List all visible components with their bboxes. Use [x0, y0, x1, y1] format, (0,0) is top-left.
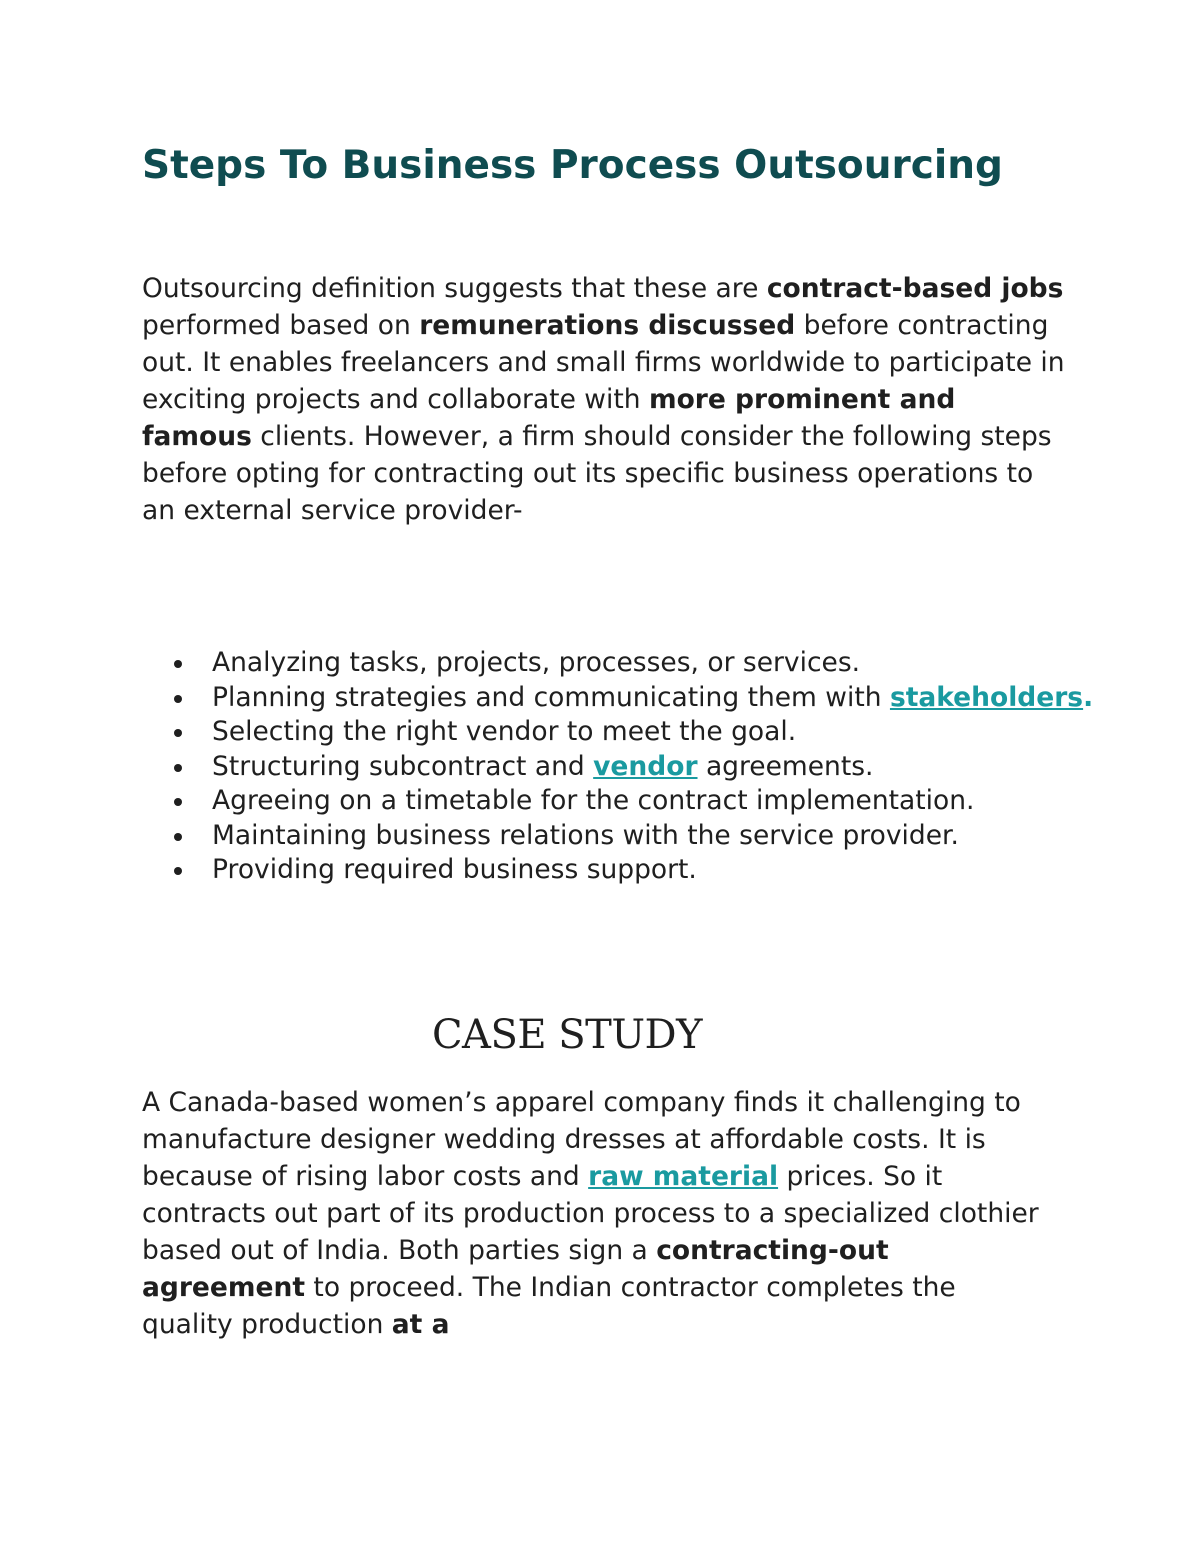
case-text-1: A Canada-based women’s apparel company finds it challenging to manufacture designer wedding dresses at affordable costs. It is because of rising labor costs and	[142, 1087, 1021, 1192]
case-bold-agreement: contracting-out agreement	[142, 1235, 889, 1303]
bullet-icon	[174, 660, 182, 668]
step-text: Analyzing tasks, projects, processes, or services.	[212, 647, 861, 678]
intro-text-2: performed based on	[142, 310, 420, 341]
step-text: Providing required business support.	[212, 854, 697, 885]
step-text: Maintaining business relations with the service provider.	[212, 819, 959, 851]
list-item	[142, 853, 1102, 888]
intro-text-1: Outsourcing definition suggests that these are	[142, 273, 767, 304]
step-text: Selecting the right vendor to meet the goal.	[212, 716, 797, 747]
step-text: Planning strategies and communicating them with	[212, 681, 890, 713]
case-text-2: prices. So it contracts out part of its production process to a specialized clothier based out of India. Both parties sign a	[142, 1161, 1039, 1266]
list-item	[142, 819, 1102, 854]
vendor-link[interactable]: vendor	[593, 750, 698, 782]
step-text: Agreeing on a timetable for the contract implementation.	[212, 785, 975, 816]
intro-paragraph	[142, 270, 1072, 529]
intro-bold-prominent-famous: more prominent and famous	[142, 384, 956, 452]
case-study-paragraph	[142, 1084, 1052, 1343]
case-study-heading: CASE STUDY	[431, 1012, 703, 1058]
list-item	[142, 784, 1102, 819]
steps-list	[142, 646, 1102, 888]
intro-text-4: clients. However, a firm should consider the following steps before opting for contracting out its specific business operations to an external service provider-	[142, 421, 1052, 526]
bullet-icon	[174, 867, 182, 875]
case-text-3: to proceed. The Indian contractor completes the quality production	[142, 1272, 956, 1340]
step-text-period: .	[1083, 681, 1094, 713]
page-title: Steps To Business Process Outsourcing	[142, 143, 1003, 188]
bullet-icon	[174, 798, 182, 806]
raw-material-link[interactable]: raw material	[588, 1161, 779, 1192]
step-text: Structuring subcontract and	[212, 750, 594, 782]
case-bold-at-a: at a	[391, 1309, 450, 1340]
intro-bold-contract-based-jobs: contract-based jobs	[766, 273, 1064, 304]
stakeholders-link[interactable]: stakeholders	[889, 681, 1084, 713]
list-item	[142, 646, 1102, 681]
bullet-icon	[174, 729, 182, 737]
intro-bold-remunerations: remunerations discussed	[419, 310, 796, 341]
list-item	[142, 750, 1102, 785]
bullet-icon	[174, 764, 182, 772]
bullet-icon	[174, 833, 182, 841]
list-item	[142, 681, 1102, 716]
step-text-suffix: agreements.	[697, 750, 874, 782]
bullet-icon	[174, 695, 182, 703]
intro-text-3: before contracting out. It enables freelancers and small firms worldwide to participate in exciting projects and collaborate with	[142, 310, 1065, 415]
list-item	[142, 715, 1102, 750]
